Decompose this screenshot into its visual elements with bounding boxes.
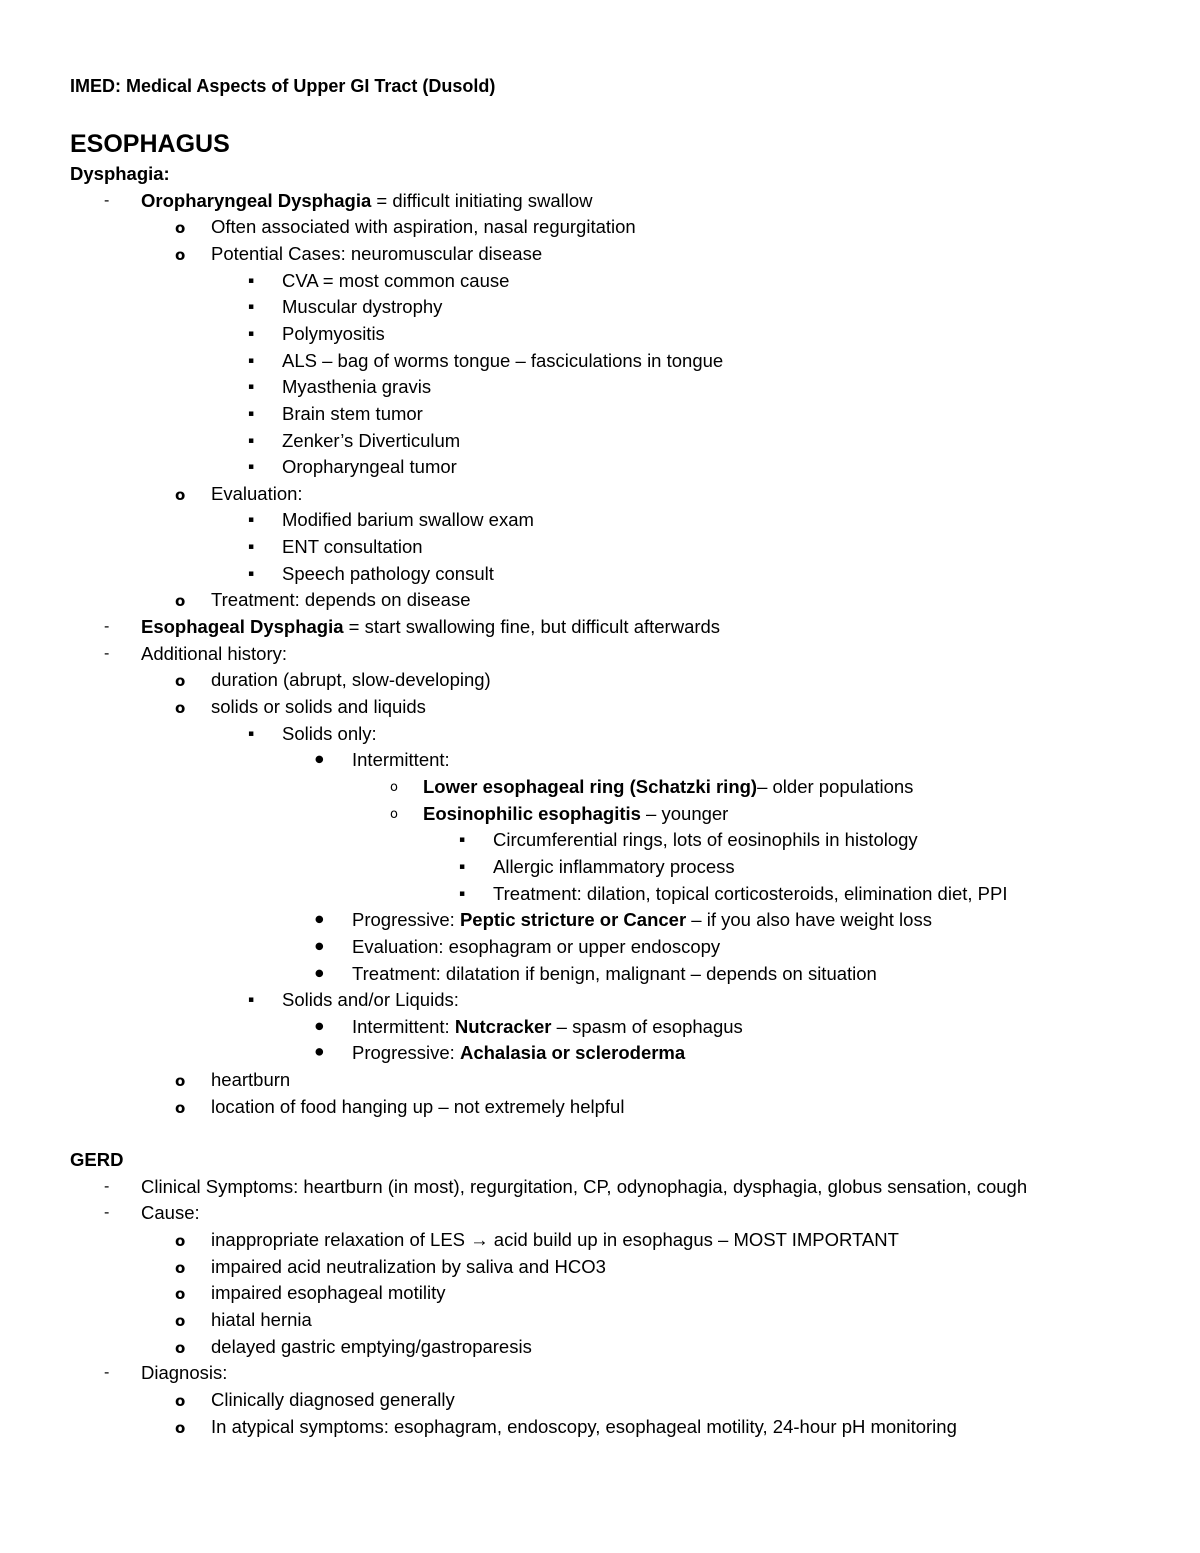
circle-bullet-icon: o — [175, 1338, 186, 1357]
outline-item — [141, 616, 720, 638]
dot-bullet-icon: ● — [315, 1046, 324, 1058]
outline-item — [211, 1256, 606, 1278]
circle-bullet-icon: o — [175, 699, 186, 717]
outline-item — [141, 1362, 227, 1384]
circle-bullet-icon: o — [175, 1285, 186, 1304]
bold-term: GERD — [70, 1149, 124, 1171]
item-text: delayed gastric emptying/gastroparesis — [211, 1335, 532, 1357]
item-text: Allergic inflammatory process — [493, 855, 735, 877]
outline-item — [282, 430, 460, 452]
circle-bullet-icon: o — [175, 592, 186, 611]
item-text: Potential Cases: neuromuscular disease — [211, 242, 543, 264]
circle-bullet-icon: o — [175, 672, 186, 691]
item-text: Progressive: — [352, 1042, 460, 1064]
square-bullet-icon: ▪ — [248, 355, 255, 366]
item-text: CVA = most common cause — [282, 269, 510, 291]
item-text: Evaluation: — [211, 482, 303, 504]
circle-bullet-icon: o — [175, 245, 186, 264]
dash-bullet-icon: - — [104, 191, 110, 209]
dot-bullet-icon: ● — [315, 753, 324, 765]
item-text: Modified barium swallow exam — [282, 509, 534, 531]
item-text: Cause: — [141, 1202, 200, 1224]
outline-item — [211, 483, 303, 505]
square-bullet-icon: ▪ — [248, 302, 255, 313]
item-text: Oropharyngeal tumor — [282, 456, 457, 478]
dot-bullet-icon: ● — [315, 913, 324, 925]
outline-item — [211, 696, 426, 718]
outline-item — [282, 563, 494, 585]
outline-item — [352, 963, 877, 985]
outline-item — [211, 1389, 455, 1411]
outline-item — [141, 1176, 1027, 1198]
bold-term: Lower esophageal ring (Schatzki ring) — [423, 775, 758, 797]
square-bullet-icon: ▪ — [248, 542, 255, 553]
square-bullet-icon: ▪ — [248, 435, 255, 446]
item-text: impaired acid neutralization by saliva and HCO3 — [211, 1255, 606, 1277]
item-text: Treatment: depends on disease — [211, 589, 471, 611]
outline-item — [282, 296, 442, 318]
circle-bullet-icon: o — [175, 1391, 186, 1410]
item-text: Evaluation: esophagram or upper endoscopy — [352, 935, 721, 957]
dash-bullet-icon: - — [104, 1364, 110, 1382]
item-text: Clinically diagnosed generally — [211, 1388, 455, 1410]
item-text: solids or solids and liquids — [211, 696, 426, 717]
item-text: In atypical symptoms: esophagram, endoscopy, esophageal motility, 24-hour pH monitoring — [211, 1415, 957, 1437]
outline-item — [493, 856, 735, 878]
item-text: Intermittent: — [352, 1015, 455, 1037]
square-bullet-icon: ▪ — [248, 462, 255, 473]
item-text: Solids only: — [282, 722, 377, 744]
item-text: – spasm of esophagus — [551, 1015, 743, 1037]
document-title: IMED: Medical Aspects of Upper GI Tract (Dusold) — [70, 76, 496, 96]
outline-item — [211, 1229, 899, 1251]
square-bullet-icon: ▪ — [459, 861, 466, 872]
item-text: ENT consultation — [282, 536, 423, 558]
circle-bullet-icon: o — [175, 1418, 186, 1437]
bold-term: Peptic stricture or Cancer — [459, 909, 687, 931]
item-text: Circumferential rings, lots of eosinophils in histology — [493, 829, 918, 851]
item-text: Polymyositis — [282, 322, 385, 344]
item-text: – younger — [640, 802, 729, 824]
dash-bullet-icon: - — [104, 1177, 110, 1195]
subheading — [70, 163, 170, 185]
item-text: impaired esophageal motility — [211, 1282, 446, 1304]
outline-item — [141, 1202, 200, 1224]
outline-item — [282, 989, 459, 1011]
outline-item — [211, 1069, 290, 1091]
square-bullet-icon: ▪ — [459, 888, 466, 899]
outline-item — [352, 1016, 743, 1038]
outline-item — [282, 350, 723, 372]
outline-item — [211, 1096, 624, 1118]
item-text: Muscular dystrophy — [282, 296, 443, 318]
outline-item — [211, 1336, 532, 1358]
item-text: location of food hanging up – not extremely helpful — [211, 1095, 625, 1117]
outline-item — [423, 803, 728, 825]
item-text: duration (abrupt, slow-developing) — [211, 669, 491, 691]
item-text: Zenker’s Diverticulum — [282, 429, 461, 451]
bold-term: Dysphagia: — [70, 163, 170, 184]
outline-item — [211, 669, 491, 691]
item-text: Treatment: dilatation if benign, malignant – depends on situation — [352, 962, 877, 984]
square-bullet-icon: ▪ — [459, 835, 466, 846]
outline-item — [141, 190, 593, 212]
bold-term: Eosinophilic esophagitis — [423, 802, 641, 824]
outline-item — [352, 1042, 685, 1064]
dot-bullet-icon: ● — [315, 966, 324, 978]
outline-item — [282, 270, 509, 292]
item-text: – if you also have weight loss — [686, 909, 932, 931]
square-bullet-icon: ▪ — [248, 328, 255, 339]
outline-item — [493, 829, 918, 851]
dash-bullet-icon: - — [104, 1204, 110, 1222]
circle-bullet-icon: o — [175, 219, 186, 238]
outline-item — [493, 883, 1007, 905]
item-text: Diagnosis: — [141, 1362, 228, 1384]
bold-term: Esophageal Dysphagia — [141, 616, 344, 638]
circle-bullet-icon: o — [175, 1072, 186, 1091]
outline-item — [141, 643, 287, 665]
item-text: heartburn — [211, 1069, 291, 1091]
square-bullet-icon: ▪ — [248, 382, 255, 393]
item-text: Additional history: — [141, 642, 288, 664]
outline-item — [211, 243, 542, 265]
dot-bullet-icon: ● — [315, 1019, 324, 1032]
circle-bullet-icon: o — [175, 485, 186, 504]
dash-bullet-icon: - — [104, 644, 110, 662]
dot-bullet-icon: ● — [315, 939, 324, 952]
bold-term: Oropharyngeal Dysphagia — [141, 189, 372, 211]
item-text: Solids and/or Liquids: — [282, 989, 459, 1011]
subheading — [70, 1149, 123, 1171]
circle-bullet-icon: o — [175, 1232, 186, 1250]
circle-bullet-icon: o — [175, 1098, 186, 1117]
circle-bullet-icon: o — [175, 1258, 186, 1277]
square-bullet-icon: ▪ — [248, 408, 255, 419]
dash-bullet-icon: - — [104, 618, 110, 636]
item-text: inappropriate relaxation of LES → acid build up in esophagus – MOST IMPORTANT — [211, 1229, 899, 1250]
circle-bullet-icon: o — [390, 806, 398, 822]
item-text: Speech pathology consult — [282, 562, 494, 584]
outline-item — [423, 776, 913, 798]
square-bullet-icon: ▪ — [248, 275, 255, 286]
square-bullet-icon: ▪ — [248, 995, 255, 1006]
section-heading-esophagus: ESOPHAGUS — [70, 130, 230, 158]
bold-term: Nutcracker — [454, 1015, 552, 1037]
outline-item — [211, 589, 471, 611]
square-bullet-icon: ▪ — [248, 728, 255, 739]
outline-item — [282, 536, 423, 558]
outline-item — [352, 749, 450, 771]
item-text: Brain stem tumor — [282, 402, 423, 424]
item-text: Progressive: — [352, 909, 460, 931]
outline-item — [282, 509, 534, 531]
item-text: Myasthenia gravis — [282, 376, 432, 398]
outline-item — [352, 909, 932, 931]
outline-item — [282, 456, 457, 478]
item-text: Intermittent: — [352, 749, 450, 771]
item-text: Treatment: dilation, topical corticosteroids, elimination diet, PPI — [493, 882, 1008, 904]
outline-item — [282, 376, 431, 398]
outline-item — [211, 216, 636, 238]
outline-item — [282, 723, 377, 745]
item-text: – older populations — [757, 775, 914, 797]
bold-term: Achalasia or scleroderma — [459, 1042, 686, 1064]
item-text: = difficult initiating swallow — [371, 189, 593, 211]
outline-item — [282, 323, 385, 345]
item-text: ALS – bag of worms tongue – fasciculations in tongue — [282, 349, 724, 371]
outline-item — [211, 1282, 445, 1304]
outline-item — [211, 1416, 957, 1438]
item-text: Clinical Symptoms: heartburn (in most), regurgitation, CP, odynophagia, dysphagia, globus sensation, cough — [141, 1175, 1028, 1197]
square-bullet-icon: ▪ — [248, 515, 255, 526]
outline-item — [352, 936, 720, 958]
circle-bullet-icon: o — [175, 1311, 186, 1330]
item-text: = start swallowing fine, but difficult afterwards — [343, 616, 721, 638]
outline-item — [282, 403, 423, 425]
square-bullet-icon: ▪ — [248, 568, 255, 579]
item-text: Often associated with aspiration, nasal regurgitation — [211, 216, 636, 238]
item-text: hiatal hernia — [211, 1308, 312, 1330]
outline-item — [211, 1309, 312, 1331]
circle-bullet-icon: o — [390, 779, 398, 795]
